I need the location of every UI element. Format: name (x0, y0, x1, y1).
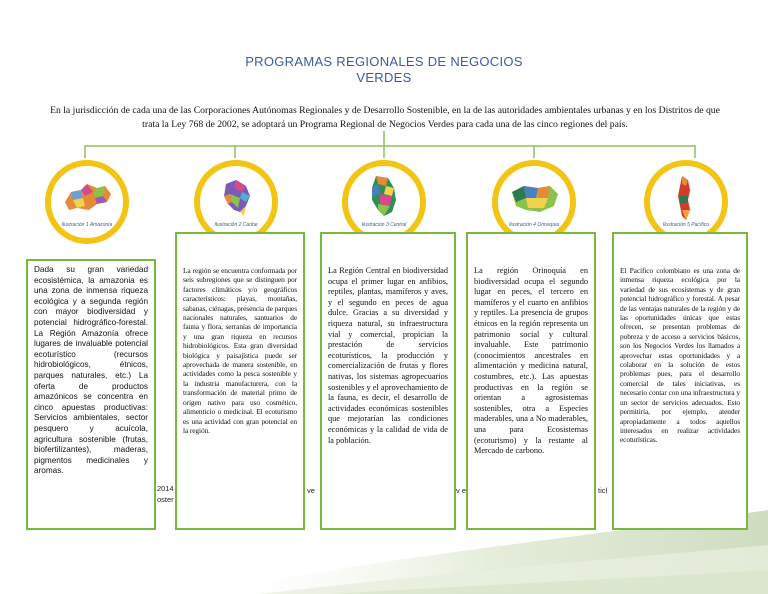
region-text-central: La Región Central en biodiversidad ocupa el primer lugar en anfibios, reptiles, plantas, mamíferos y aves, y el segundo en peces de agua dulce. Gracias a su diversidad y riqueza natural, su infraestructura vial y comercial, propician la prestación de servicios ecoturísticos, la producción y comercialización de frutas y flores nativas, los sistemas agropecuarios sostenibles y el aprovechamiento de la fauna, es decir, el desarrollo de actividades económicas sostenibles que mejorarían las condiciones económicas y la calidad de vida de la población. (328, 266, 448, 445)
region-text-pacifico: El Pacífico colombiano es una zona de inmensa riqueza ecológica por la variedad de sus ecosistemas y de gran potencial hidrográfico y forestal. A pesar de las ventajas naturales de la región y de las oportunidades únicas que estas ofrecen, se presentan problemas de pobreza y de acceso a servicios básicos, son los Negocios Verdes los llamados a aprovechar estas oportunidades y a colaborar en la solución de estos problemas pues, para el desarrollo comercial de tales iniciativas, es necesario contar con una infraestructura y un sector de servicios adecuados. Esto permitiría, por ejemplo, atender apropiadamente a todos aquellos interesados en realizar actividades ecoturísticas. (620, 266, 740, 445)
region-card-pacifico (612, 232, 748, 530)
region-caption-caribe: Ilustración 2 Caribe (214, 222, 258, 228)
region-text-amazonia: Dada su gran variedad ecosistémica, la amazonia es una zona de inmensa riqueza ecológica y a segunda región con mayor biodiversidad y potencial hidrográfico-forestal. La Región Amazonía ofrece lugares de invaluable potencial ecoturístico (recursos hidrobiológicos, étnicos, parques naturales, etc.) La oferta de productos amazónicos se concentra en cinco apuestas productivas: Servicios ambientales, sector pesquero y acuícola, agricultura sostenible (frutas, biofertilizantes), maderas, pigmentos medicinales y aromas. (34, 265, 148, 476)
background-text-fragment: v e (456, 486, 467, 495)
background-text-fragment: ticl (598, 486, 608, 495)
region-caption-central: Ilustración 3 Central (361, 222, 407, 228)
background-text-fragment: ve (307, 486, 315, 495)
region-map-amazonia (45, 160, 129, 244)
region-text-caribe: La región se encuentra conformada por seis subregiones que se distinguen por factores climáticos y/o geográficos característicos: playas, montañas, sabanas, ciénagas, presencia de parques nacionales naturales, santuarios de fauna y flora, serranías de importancia y una gran riqueza en recursos hidrobiológicos. Esta gran diversidad biológica y paisajística puede ser aprovechada de manera sostenible, en actividades como la pesca sostenible y la industria manufacturera, con la transformación de material primo de origen nativo para uso cosmético, alimenticio o medicinal. El ecoturismo es una actividad con gran potencial en la región. (183, 266, 297, 435)
page-title-line-1: PROGRAMAS REGIONALES DE NEGOCIOS (245, 54, 523, 69)
region-caption-amazonia: Ilustración 1 Amazonía (61, 222, 113, 228)
background-text-fragment: oster (157, 495, 174, 504)
region-card-central (320, 232, 456, 530)
intro-paragraph: En la jurisdicción de cada una de las Corporaciones Autónomas Regionales y de Desarrollo Sostenible, en la de las autoridades ambientales urbanas y en los Distritos de que trata la Ley 768 de 2002, se adoptará un Programa Regional de Negocios Verdes para cada una de las cinco regiones del país. (50, 105, 720, 130)
region-caption-orinoquia: Ilustración 4 Orinoquia (508, 222, 560, 228)
region-card-amazonia (26, 259, 156, 530)
region-text-orinoquia: La región Orinoquía en biodiversidad ocupa el segundo lugar en peces, el tercero en mamíferos y el cuarto en anfibios y reptiles. La presencia de grupos étnicos en la región representa un patrimonio social y cultural invaluable. Este patrimonio (conocimientos ancestrales en alimentación y medicina natural, costumbres, etc.). Las apuestas productivas en la región se orientan a agrosistemas sostenibles, otra a Especies maderables, una a No maderables, una para Ecosistemas (ecoturismo) y la restante al Mercado de carbono. (474, 266, 588, 456)
region-card-orinoquia (466, 232, 596, 530)
region-card-caribe (175, 232, 305, 530)
page-title-line-2: VERDES (356, 70, 412, 85)
background-text-fragment: 2014 (157, 484, 174, 493)
region-caption-pacifico: Ilustración 5 Pacífico (662, 222, 710, 228)
